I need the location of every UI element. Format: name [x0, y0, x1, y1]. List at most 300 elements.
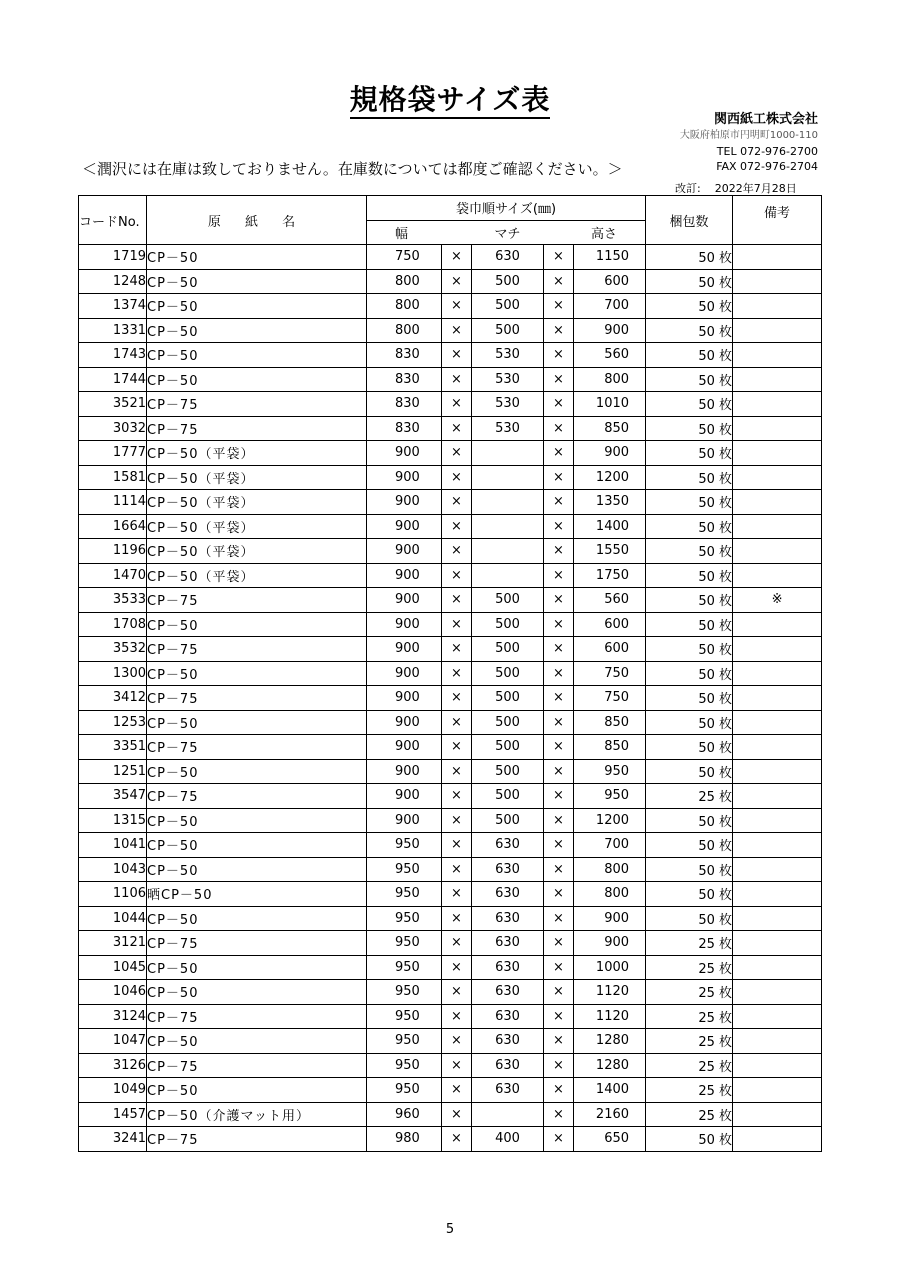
- row-gusset: 500: [472, 318, 544, 343]
- row-width: 950: [367, 906, 442, 931]
- row-pack-qty: 50 枚: [646, 735, 733, 760]
- row-code: 1374: [79, 294, 147, 319]
- row-code: 1251: [79, 759, 147, 784]
- times-sign: ×: [442, 269, 472, 294]
- row-remarks: [733, 833, 822, 858]
- row-paper-name: CP－50: [147, 269, 367, 294]
- row-pack-qty: 50 枚: [646, 906, 733, 931]
- row-height: 800: [574, 367, 646, 392]
- row-remarks: [733, 416, 822, 441]
- row-remarks: [733, 710, 822, 735]
- row-gusset: [472, 465, 544, 490]
- title-text: 規格袋サイズ表: [350, 83, 551, 119]
- row-gusset: 630: [472, 1029, 544, 1054]
- times-sign: ×: [442, 882, 472, 907]
- row-gusset: 500: [472, 269, 544, 294]
- row-gusset: 630: [472, 245, 544, 270]
- row-pack-qty: 25 枚: [646, 980, 733, 1005]
- row-paper-name: CP－50: [147, 980, 367, 1005]
- row-paper-name: CP－50: [147, 808, 367, 833]
- row-remarks: [733, 539, 822, 564]
- row-height: 1120: [574, 1004, 646, 1029]
- row-width: 800: [367, 294, 442, 319]
- times-sign: ×: [442, 465, 472, 490]
- times-sign: ×: [544, 269, 574, 294]
- table-row: [79, 367, 822, 392]
- table-row: [79, 759, 822, 784]
- row-code: 1049: [79, 1078, 147, 1103]
- row-height: 900: [574, 906, 646, 931]
- header-spacer: [544, 220, 574, 245]
- row-gusset: 630: [472, 1078, 544, 1103]
- revision-label: 改訂:: [675, 182, 701, 195]
- row-code: 1046: [79, 980, 147, 1005]
- row-gusset: [472, 563, 544, 588]
- row-pack-qty: 50 枚: [646, 318, 733, 343]
- row-gusset: 500: [472, 759, 544, 784]
- table-row: [79, 416, 822, 441]
- row-remarks: [733, 857, 822, 882]
- times-sign: ×: [442, 245, 472, 270]
- row-height: 1200: [574, 465, 646, 490]
- row-height: 950: [574, 784, 646, 809]
- table-row: [79, 343, 822, 368]
- row-remarks: [733, 735, 822, 760]
- row-width: 900: [367, 735, 442, 760]
- table-row: [79, 612, 822, 637]
- row-height: 750: [574, 686, 646, 711]
- row-code: 3521: [79, 392, 147, 417]
- row-paper-name: CP－75: [147, 416, 367, 441]
- header-height: 高さ: [574, 220, 646, 245]
- times-sign: ×: [544, 490, 574, 515]
- row-remarks: [733, 392, 822, 417]
- row-height: 1200: [574, 808, 646, 833]
- row-height: 1000: [574, 955, 646, 980]
- row-pack-qty: 50 枚: [646, 294, 733, 319]
- times-sign: ×: [544, 759, 574, 784]
- row-remarks: [733, 1029, 822, 1054]
- row-remarks: [733, 1053, 822, 1078]
- row-gusset: 530: [472, 416, 544, 441]
- row-width: 950: [367, 1004, 442, 1029]
- table-row: [79, 1102, 822, 1127]
- times-sign: ×: [442, 686, 472, 711]
- row-height: 1150: [574, 245, 646, 270]
- table-row: [79, 735, 822, 760]
- times-sign: ×: [442, 539, 472, 564]
- row-pack-qty: 50 枚: [646, 343, 733, 368]
- row-code: 1719: [79, 245, 147, 270]
- times-sign: ×: [442, 441, 472, 466]
- row-paper-name: CP－75: [147, 588, 367, 613]
- row-pack-qty: 25 枚: [646, 955, 733, 980]
- table-row: [79, 269, 822, 294]
- row-width: 900: [367, 759, 442, 784]
- company-address: 大阪府柏原市円明町1000-110: [679, 130, 818, 141]
- times-sign: ×: [442, 1102, 472, 1127]
- row-width: 900: [367, 563, 442, 588]
- row-paper-name: CP－75: [147, 392, 367, 417]
- row-paper-name: CP－50（平袋）: [147, 490, 367, 515]
- row-pack-qty: 50 枚: [646, 833, 733, 858]
- times-sign: ×: [544, 343, 574, 368]
- table-row: [79, 710, 822, 735]
- table-row: [79, 637, 822, 662]
- row-remarks: [733, 514, 822, 539]
- row-width: 950: [367, 955, 442, 980]
- row-width: 950: [367, 931, 442, 956]
- row-paper-name: CP－75: [147, 735, 367, 760]
- table-row: [79, 833, 822, 858]
- row-gusset: 500: [472, 588, 544, 613]
- row-code: 3533: [79, 588, 147, 613]
- row-code: 1253: [79, 710, 147, 735]
- times-sign: ×: [442, 318, 472, 343]
- row-paper-name: CP－75: [147, 1127, 367, 1152]
- row-pack-qty: 25 枚: [646, 1004, 733, 1029]
- row-pack-qty: 25 枚: [646, 1078, 733, 1103]
- row-width: 830: [367, 367, 442, 392]
- row-width: 830: [367, 343, 442, 368]
- company-fax: FAX 072-976-2704: [716, 160, 818, 173]
- row-pack-qty: 50 枚: [646, 857, 733, 882]
- row-paper-name: CP－50（平袋）: [147, 441, 367, 466]
- row-paper-name: CP－50: [147, 906, 367, 931]
- times-sign: ×: [442, 1078, 472, 1103]
- company-block: [680, 112, 818, 174]
- times-sign: ×: [544, 612, 574, 637]
- row-paper-name: CP－50: [147, 1078, 367, 1103]
- row-width: 960: [367, 1102, 442, 1127]
- times-sign: ×: [442, 343, 472, 368]
- times-sign: ×: [544, 1102, 574, 1127]
- table-body: [79, 245, 822, 1152]
- times-sign: ×: [442, 1053, 472, 1078]
- row-height: 900: [574, 931, 646, 956]
- times-sign: ×: [544, 367, 574, 392]
- row-remarks: [733, 1127, 822, 1152]
- row-code: 1047: [79, 1029, 147, 1054]
- row-code: 1248: [79, 269, 147, 294]
- row-paper-name: CP－50: [147, 294, 367, 319]
- row-remarks: [733, 465, 822, 490]
- row-pack-qty: 50 枚: [646, 367, 733, 392]
- row-paper-name: CP－75: [147, 1053, 367, 1078]
- row-code: 3126: [79, 1053, 147, 1078]
- times-sign: ×: [544, 1127, 574, 1152]
- row-code: 1300: [79, 661, 147, 686]
- row-pack-qty: 50 枚: [646, 563, 733, 588]
- times-sign: ×: [442, 955, 472, 980]
- times-sign: ×: [442, 808, 472, 833]
- times-sign: ×: [544, 392, 574, 417]
- row-pack-qty: 50 枚: [646, 808, 733, 833]
- row-gusset: 630: [472, 931, 544, 956]
- row-code: 1106: [79, 882, 147, 907]
- row-gusset: 530: [472, 343, 544, 368]
- header-code: コードNo.: [79, 196, 147, 245]
- times-sign: ×: [544, 931, 574, 956]
- times-sign: ×: [544, 637, 574, 662]
- row-code: 1114: [79, 490, 147, 515]
- times-sign: ×: [544, 1004, 574, 1029]
- row-gusset: 500: [472, 612, 544, 637]
- row-gusset: 500: [472, 661, 544, 686]
- row-pack-qty: 50 枚: [646, 539, 733, 564]
- row-paper-name: 晒CP－50: [147, 882, 367, 907]
- row-paper-name: CP－75: [147, 784, 367, 809]
- row-pack-qty: 25 枚: [646, 1029, 733, 1054]
- row-code: 1457: [79, 1102, 147, 1127]
- row-paper-name: CP－50: [147, 343, 367, 368]
- row-pack-qty: 50 枚: [646, 245, 733, 270]
- row-pack-qty: 25 枚: [646, 931, 733, 956]
- row-paper-name: CP－50: [147, 612, 367, 637]
- row-width: 980: [367, 1127, 442, 1152]
- row-code: 1664: [79, 514, 147, 539]
- times-sign: ×: [442, 857, 472, 882]
- times-sign: ×: [442, 294, 472, 319]
- company-name: 関西紙工株式会社: [713, 112, 818, 127]
- row-pack-qty: 50 枚: [646, 441, 733, 466]
- table-row: [79, 441, 822, 466]
- table-row: [79, 588, 822, 613]
- row-code: 1041: [79, 833, 147, 858]
- times-sign: ×: [544, 661, 574, 686]
- row-remarks: [733, 882, 822, 907]
- times-sign: ×: [544, 563, 574, 588]
- row-gusset: 400: [472, 1127, 544, 1152]
- row-width: 750: [367, 245, 442, 270]
- row-height: 650: [574, 1127, 646, 1152]
- revision-date: [675, 180, 797, 196]
- row-remarks: [733, 294, 822, 319]
- row-code: 3121: [79, 931, 147, 956]
- row-height: 2160: [574, 1102, 646, 1127]
- times-sign: ×: [544, 686, 574, 711]
- table-row: [79, 490, 822, 515]
- table-row: [79, 931, 822, 956]
- row-paper-name: CP－75: [147, 637, 367, 662]
- row-width: 950: [367, 833, 442, 858]
- row-width: 900: [367, 686, 442, 711]
- row-gusset: 500: [472, 784, 544, 809]
- times-sign: ×: [442, 710, 472, 735]
- times-sign: ×: [442, 735, 472, 760]
- times-sign: ×: [442, 612, 472, 637]
- row-width: 950: [367, 857, 442, 882]
- table-row: [79, 539, 822, 564]
- row-remarks: [733, 245, 822, 270]
- row-width: 900: [367, 637, 442, 662]
- row-width: 830: [367, 392, 442, 417]
- row-remarks: [733, 931, 822, 956]
- row-gusset: [472, 1102, 544, 1127]
- row-gusset: 630: [472, 955, 544, 980]
- times-sign: ×: [544, 588, 574, 613]
- row-remarks: [733, 490, 822, 515]
- table-row: [79, 245, 822, 270]
- row-gusset: 630: [472, 1004, 544, 1029]
- page-number: 5: [445, 1222, 455, 1237]
- row-remarks: [733, 661, 822, 686]
- row-code: 1708: [79, 612, 147, 637]
- times-sign: ×: [442, 784, 472, 809]
- times-sign: ×: [544, 955, 574, 980]
- row-gusset: 500: [472, 637, 544, 662]
- row-height: 1350: [574, 490, 646, 515]
- row-gusset: 530: [472, 392, 544, 417]
- row-gusset: 630: [472, 857, 544, 882]
- row-width: 800: [367, 269, 442, 294]
- row-remarks: [733, 563, 822, 588]
- row-width: 900: [367, 539, 442, 564]
- row-height: 600: [574, 612, 646, 637]
- row-paper-name: CP－50: [147, 833, 367, 858]
- times-sign: ×: [544, 808, 574, 833]
- row-paper-name: CP－75: [147, 1004, 367, 1029]
- row-code: 3124: [79, 1004, 147, 1029]
- row-height: 700: [574, 833, 646, 858]
- row-height: 1120: [574, 980, 646, 1005]
- row-paper-name: CP－50（介護マット用）: [147, 1102, 367, 1127]
- times-sign: ×: [544, 906, 574, 931]
- row-code: 1315: [79, 808, 147, 833]
- times-sign: ×: [544, 245, 574, 270]
- row-width: 800: [367, 318, 442, 343]
- row-width: 950: [367, 1053, 442, 1078]
- row-code: 1196: [79, 539, 147, 564]
- row-remarks: [733, 784, 822, 809]
- row-pack-qty: 25 枚: [646, 1053, 733, 1078]
- table-row: [79, 882, 822, 907]
- times-sign: ×: [442, 367, 472, 392]
- row-pack-qty: 50 枚: [646, 710, 733, 735]
- times-sign: ×: [544, 441, 574, 466]
- row-pack-qty: 50 枚: [646, 490, 733, 515]
- row-pack-qty: 50 枚: [646, 1127, 733, 1152]
- row-remarks: [733, 759, 822, 784]
- row-height: 900: [574, 441, 646, 466]
- times-sign: ×: [544, 735, 574, 760]
- row-code: 3351: [79, 735, 147, 760]
- row-code: 1043: [79, 857, 147, 882]
- row-width: 900: [367, 612, 442, 637]
- times-sign: ×: [442, 392, 472, 417]
- row-remarks: [733, 1078, 822, 1103]
- header-remarks: 備考: [733, 196, 822, 245]
- row-paper-name: CP－50: [147, 1029, 367, 1054]
- row-pack-qty: 50 枚: [646, 686, 733, 711]
- times-sign: ×: [544, 784, 574, 809]
- row-gusset: [472, 539, 544, 564]
- row-paper-name: CP－75: [147, 686, 367, 711]
- row-paper-name: CP－75: [147, 931, 367, 956]
- row-code: 1470: [79, 563, 147, 588]
- row-remarks: [733, 980, 822, 1005]
- times-sign: ×: [442, 490, 472, 515]
- row-remarks: [733, 441, 822, 466]
- row-height: 560: [574, 343, 646, 368]
- times-sign: ×: [544, 1053, 574, 1078]
- row-width: 900: [367, 808, 442, 833]
- row-width: 950: [367, 882, 442, 907]
- company-tel: TEL 072-976-2700: [716, 145, 818, 158]
- table-row: [79, 563, 822, 588]
- row-height: 600: [574, 637, 646, 662]
- table-row: [79, 318, 822, 343]
- row-remarks: [733, 269, 822, 294]
- row-code: 3412: [79, 686, 147, 711]
- row-pack-qty: 50 枚: [646, 465, 733, 490]
- row-paper-name: CP－50: [147, 318, 367, 343]
- row-code: 3032: [79, 416, 147, 441]
- row-paper-name: CP－50: [147, 955, 367, 980]
- row-paper-name: CP－50（平袋）: [147, 465, 367, 490]
- times-sign: ×: [544, 1078, 574, 1103]
- row-gusset: 500: [472, 686, 544, 711]
- times-sign: ×: [544, 857, 574, 882]
- revision-value: 2022年7月28日: [714, 182, 797, 195]
- table-row: [79, 980, 822, 1005]
- times-sign: ×: [442, 833, 472, 858]
- row-height: 1280: [574, 1053, 646, 1078]
- size-table: [78, 195, 822, 1152]
- header-pack: 梱包数: [646, 196, 733, 245]
- table-row: [79, 1029, 822, 1054]
- times-sign: ×: [442, 514, 472, 539]
- row-height: 1010: [574, 392, 646, 417]
- row-code: 1743: [79, 343, 147, 368]
- row-remarks: [733, 1004, 822, 1029]
- times-sign: ×: [442, 931, 472, 956]
- row-gusset: 500: [472, 294, 544, 319]
- row-height: 750: [574, 661, 646, 686]
- stock-notice: ＜潤沢には在庫は致しておりません。在庫数については都度ご確認ください。＞: [82, 160, 623, 178]
- times-sign: ×: [442, 980, 472, 1005]
- table-row: [79, 857, 822, 882]
- times-sign: ×: [544, 514, 574, 539]
- row-width: 900: [367, 441, 442, 466]
- header-size: 袋巾順サイズ(㎜): [367, 196, 646, 221]
- row-height: 700: [574, 294, 646, 319]
- row-gusset: 500: [472, 735, 544, 760]
- table-row: [79, 661, 822, 686]
- row-pack-qty: 50 枚: [646, 514, 733, 539]
- row-paper-name: CP－50（平袋）: [147, 539, 367, 564]
- times-sign: ×: [442, 1127, 472, 1152]
- row-gusset: 630: [472, 906, 544, 931]
- row-gusset: 500: [472, 710, 544, 735]
- row-code: 3241: [79, 1127, 147, 1152]
- table-row: [79, 1127, 822, 1152]
- row-height: 900: [574, 318, 646, 343]
- times-sign: ×: [442, 759, 472, 784]
- row-paper-name: CP－50: [147, 759, 367, 784]
- row-remarks: [733, 686, 822, 711]
- row-pack-qty: 50 枚: [646, 416, 733, 441]
- row-code: 1045: [79, 955, 147, 980]
- row-height: 1280: [574, 1029, 646, 1054]
- row-height: 850: [574, 710, 646, 735]
- row-width: 900: [367, 490, 442, 515]
- header-row: [79, 196, 822, 221]
- row-width: 900: [367, 784, 442, 809]
- table-row: [79, 686, 822, 711]
- row-code: 1581: [79, 465, 147, 490]
- row-code: 3532: [79, 637, 147, 662]
